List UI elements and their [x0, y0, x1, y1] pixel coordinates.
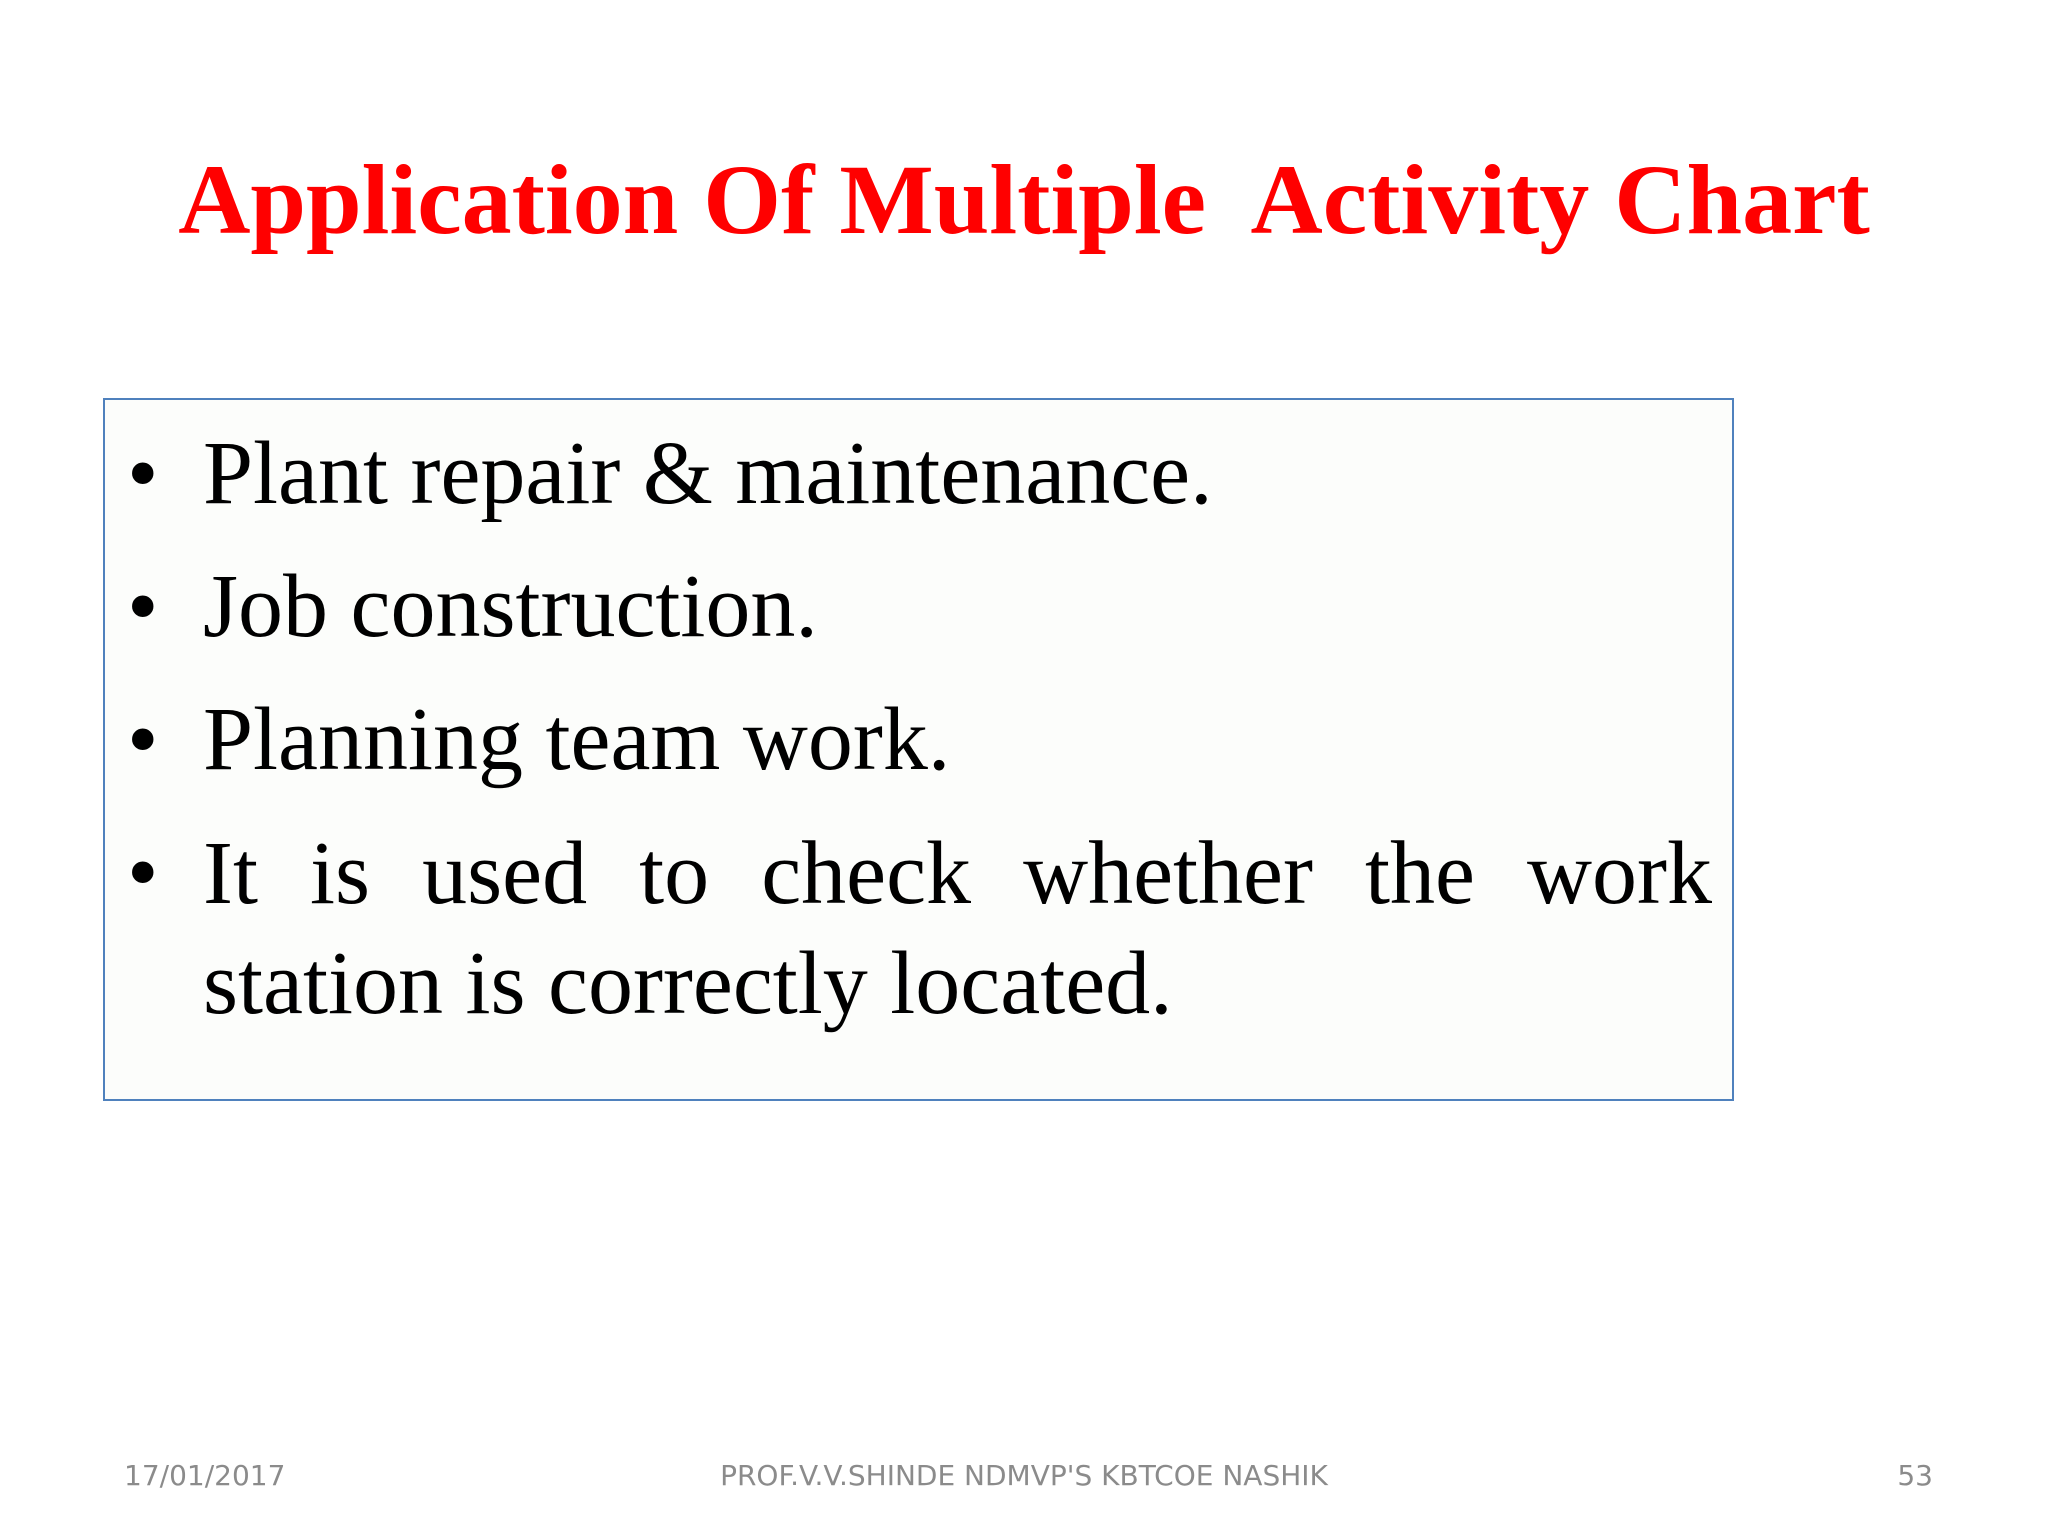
bullet-dot-icon: • — [127, 690, 159, 789]
bullet-item — [105, 553, 1732, 660]
bullet-dot-icon: • — [127, 424, 159, 523]
slide-title: Application Of Multiple Activity Chart — [178, 144, 1870, 255]
footer-page-number: 53 — [1897, 1459, 1933, 1492]
bullet-dot-icon: • — [127, 823, 159, 922]
bullet-item — [105, 420, 1732, 527]
bullet-item — [105, 686, 1732, 793]
bullet-text: Planning team work. — [203, 690, 951, 789]
bullet-list — [105, 420, 1732, 1065]
bullet-dot-icon: • — [127, 557, 159, 656]
footer-date: 17/01/2017 — [124, 1459, 286, 1492]
bullet-text: It is used to check whether the work station is correctly located. — [203, 824, 1712, 1033]
footer-center-text: PROF.V.V.SHINDE NDMVP'S KBTCOE NASHIK — [720, 1459, 1328, 1492]
content-box — [103, 398, 1734, 1101]
bullet-text: Job construction. — [203, 557, 818, 656]
bullet-item — [105, 819, 1732, 1039]
bullet-text: Plant repair & maintenance. — [203, 424, 1213, 523]
